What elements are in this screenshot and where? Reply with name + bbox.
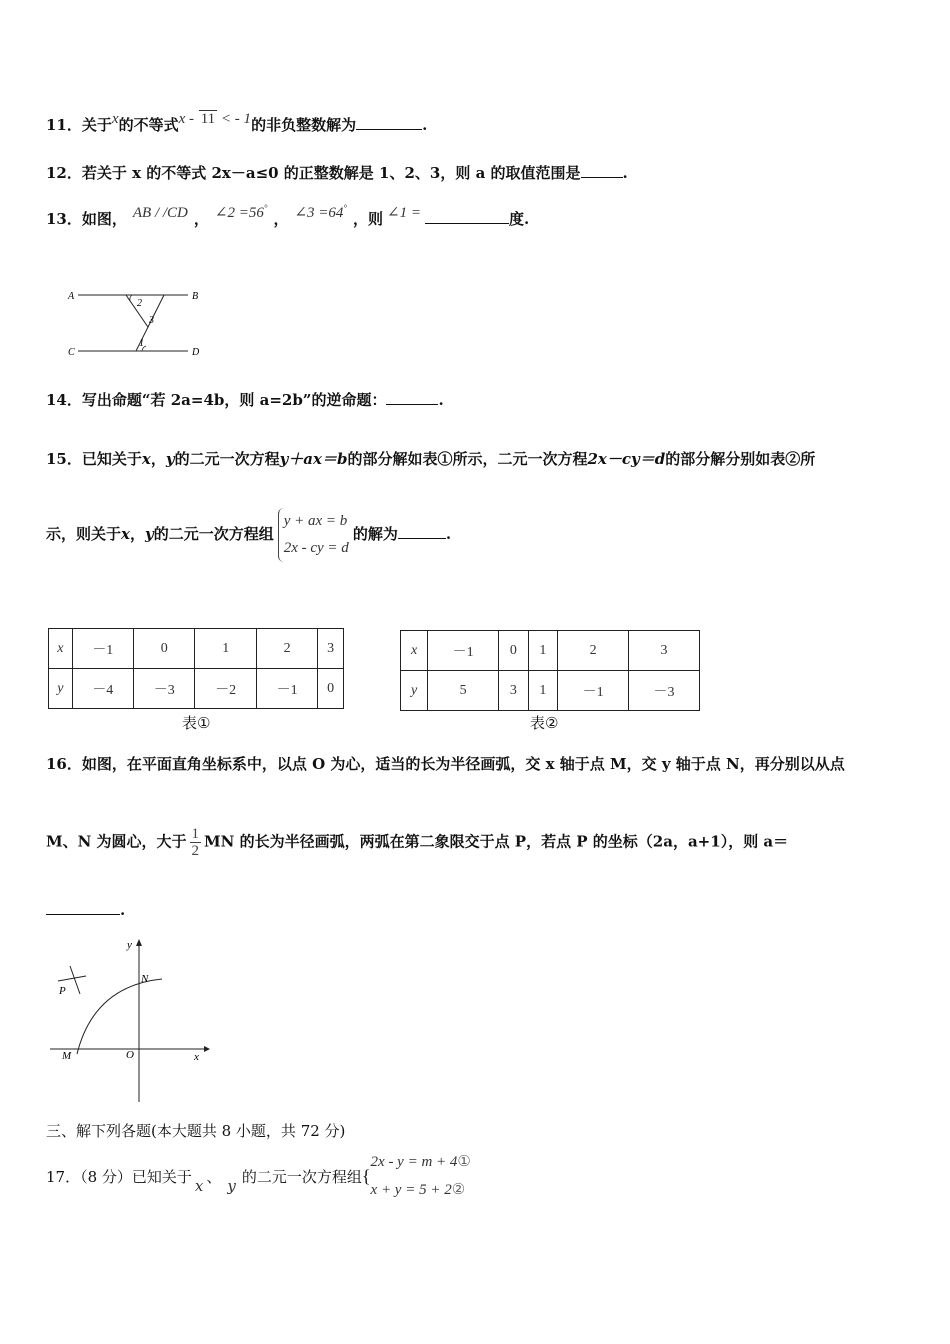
q14-answer-blank[interactable] (386, 390, 438, 405)
question-15-line-2: 示，则关于x，y的二元一次方程组 y + ax = b 2x - cy = d 的解为 . (46, 508, 451, 562)
table-cell: 3 (499, 671, 529, 711)
table-cell: 3 (318, 629, 344, 669)
q11-post: 的非负整数解为 (251, 116, 357, 134)
question-17: 17．（8 分）已知关于x、y的二元一次方程组{ 2x - y = m + 4① x + y = 5 + 2② (46, 1148, 471, 1204)
table-cell: y (49, 669, 73, 709)
q14-text: 14．写出命题“若 2a=4b，则 a=2b”的逆命题： (46, 391, 387, 409)
q13-parallel: AB / /CD (132, 205, 188, 221)
q11-expression: x - 11 < - 1 (178, 111, 252, 127)
question-15-line-1: 15．已知关于x，y的二元一次方程y＋ax＝b的部分解如表①所示，二元一次方程2x－cy＝d的部分解分别如表②所 (46, 450, 816, 468)
q11-number: 11． (46, 116, 82, 134)
q13-angle1: ∠1 = (387, 205, 421, 221)
q11-pre: 关于 (81, 116, 112, 134)
table-cell: －3 (629, 671, 700, 711)
q12-text: 12．若关于 x 的不等式 2x－a≤0 的正整数解是 1、2、3，则 a 的取值范围是 (46, 164, 581, 182)
table-cell: y (401, 671, 428, 711)
q11-var: x (111, 111, 119, 127)
q16-answer-blank[interactable] (46, 900, 120, 915)
question-14: 14．写出命题“若 2a=4b，则 a=2b”的逆命题： . (46, 391, 444, 409)
table-cell: －1 (72, 629, 133, 669)
section-3-heading: 三、解下列各题(本大题共 8 小题，共 72 分) (46, 1122, 346, 1140)
table-2-caption: 表② (530, 714, 559, 732)
label-angle-1: 1 (139, 338, 144, 349)
table-cell: －1 (558, 671, 629, 711)
table-2-row-y (401, 671, 700, 711)
table-cell: 1 (528, 671, 558, 711)
table-cell: －3 (134, 669, 195, 709)
table-cell: －2 (195, 669, 256, 709)
q15-equation-system: y + ax = b 2x - cy = d (278, 508, 349, 562)
question-11: 11．关于x的不等式x - 11 < - 1的非负整数解为 . (46, 111, 428, 134)
q13-angle2: ∠2 =56° (214, 203, 268, 221)
table-cell: x (401, 631, 428, 671)
table-cell: 1 (528, 631, 558, 671)
label-angle-2: 2 (137, 298, 142, 309)
table-1-row-x (49, 629, 344, 669)
label-d: D (192, 347, 200, 358)
q13-answer-blank[interactable] (425, 209, 509, 224)
table-cell: 0 (134, 629, 195, 669)
origin-label: O (126, 1049, 134, 1061)
table-cell: 5 (428, 671, 499, 711)
table-cell: －1 (428, 631, 499, 671)
arc-mark-1 (70, 966, 80, 994)
table-1-row-y (49, 669, 344, 709)
zigzag-line (126, 295, 164, 327)
q11-answer-blank[interactable] (356, 115, 422, 130)
table-cell: 1 (195, 629, 256, 669)
question-16-line-1: 16．如图，在平面直角坐标系中，以点 O 为心，适当的长为半径画弧，交 x 轴于点 M，交 y 轴于点 N，再分别以从点 (46, 755, 845, 773)
q11-mid: 的不等式 (118, 116, 179, 134)
table-cell: 0 (499, 631, 529, 671)
q15-equation-2: 2x－cy＝d (587, 450, 666, 468)
label-angle-3: 3 (149, 315, 154, 326)
question-16-line-2: M、N 为圆心，大于 $\frac{1}{2}$ MN 的长为半径画弧，两弧在第二象限交于点 P，若点 P 的坐标（2a，a+1），则 a＝ (46, 826, 789, 859)
table-1 (48, 628, 344, 709)
label-c: C (68, 347, 75, 358)
question-16-line-3: . (46, 900, 125, 919)
q15-answer-blank[interactable] (398, 524, 446, 539)
y-axis-label: y (127, 939, 132, 951)
table-cell: 2 (256, 629, 317, 669)
arc-mark-2 (58, 976, 86, 981)
point-n-label: N (141, 973, 149, 985)
table-2 (400, 630, 700, 711)
table-cell: －4 (72, 669, 133, 709)
figure-16-coordinate-plane (44, 936, 214, 1106)
arc-mn (77, 979, 162, 1054)
label-a: A (68, 291, 75, 302)
q13-angle3: ∠3 =64° (294, 203, 348, 221)
q17-equation-system: 2x - y = m + 4① x + y = 5 + 2② (370, 1154, 471, 1198)
table-cell: 3 (629, 631, 700, 671)
question-12: 12．若关于 x 的不等式 2x－a≤0 的正整数解是 1、2、3，则 a 的取值范围是 . (46, 164, 628, 182)
q15-equation-1: y＋ax＝b (279, 450, 348, 468)
table-2-row-x (401, 631, 700, 671)
point-m-label: M (62, 1050, 72, 1062)
q17-brace: { (361, 1165, 371, 1186)
label-b: B (192, 291, 199, 302)
q13-number: 13．如图， (46, 210, 127, 228)
table-cell: x (49, 629, 73, 669)
table-cell: －1 (256, 669, 317, 709)
figure-13-parallel-lines (60, 282, 210, 362)
x-axis-label: x (194, 1051, 199, 1063)
fraction-one-half: $\frac{1}{2}$ (191, 826, 200, 859)
question-13: 13．如图， AB / /CD ， ∠2 =56°， ∠3 =64°，则 ∠1 = 度. (46, 203, 530, 228)
table-1-caption: 表① (182, 714, 211, 732)
q12-answer-blank[interactable] (581, 163, 623, 178)
point-p-label: P (59, 985, 66, 997)
table-cell: 0 (318, 669, 344, 709)
table-cell: 2 (558, 631, 629, 671)
